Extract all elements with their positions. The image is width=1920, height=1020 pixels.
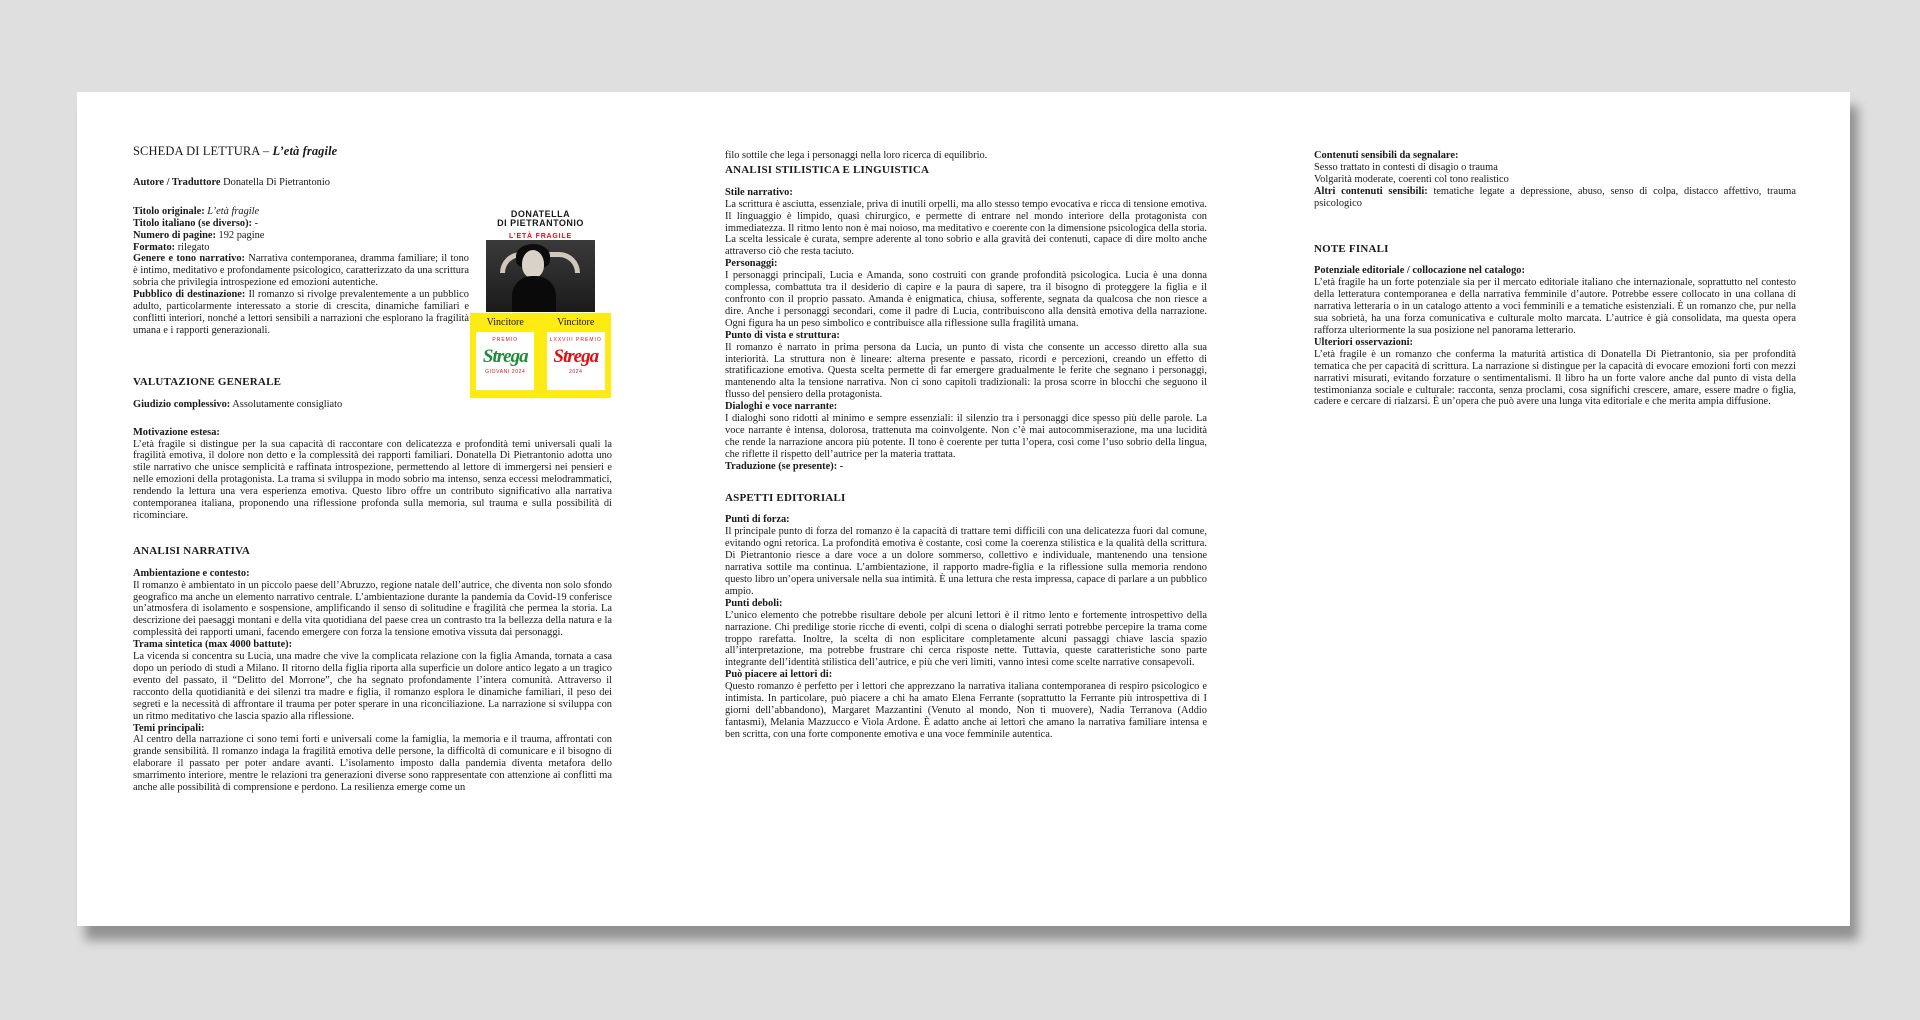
giudizio-value: Assolutamente consigliato xyxy=(230,398,343,410)
numero-pagine-label: Numero di pagine: xyxy=(133,229,216,241)
cover-title: L’ETÀ FRAGILE xyxy=(509,233,572,240)
badge-sub: GIOVANI 2024 xyxy=(485,368,526,375)
forza-text: Il principale punto di forza del romanzo è la capacità di trattare temi difficili con una delicatezza fuori dal comune, evitando ogni retorica. La profondità emotiva è costante, così come la coerenza stilistica e la qualità della scrittura. Di Pietrantonio riesce a dare voce a un dolore sommerso, collettivo e individuale, mantenendo una tensione narrativa sottile ma continua. L’ambientazione, il rapporto madre-figlia e la riflessione sulla memoria rendono questo libro un’opera universale nella sua intimità. È una lettura che resta impressa, capace di parlare a un pubblico ampio. xyxy=(725,526,1207,597)
altri-label: Altri contenuti sensibili: xyxy=(1314,185,1428,197)
ulteriori-text: L’età fragile è un romanzo che conferma la maturità artistica di Donatella Di Pietrantonio, sia per profondità tematica che per capacità di scrittura. La narrazione si distingue per la capacità di evocare emozioni forti con mezzi narrativi misurati, evitando forzature o sentimentalismi. Il libro ha un forte valore anche dal punto di vista della testimonianza sociale e culturale: racconta, senza proclami, cosa significhi crescere, amare, essere madre o figlia, cadere e cercare di rialzarsi. È un’opera che può avere una lunga vita editoriale e che merita ampia diffusione. xyxy=(1314,348,1796,408)
badge-premio: LXXVIII PREMIO xyxy=(549,336,602,343)
document-title xyxy=(133,146,612,158)
temi-label: Temi principali: xyxy=(133,722,205,734)
sensibili-label: Contenuti sensibili da segnalare: xyxy=(1314,150,1459,161)
analisi-narrativa-heading: ANALISI NARRATIVA xyxy=(133,544,250,557)
piacere-text: Questo romanzo è perfetto per i lettori che apprezzano la narrativa italiana contemporanea di respiro psicologico e intimista. In particolare, può piacere a chi ha amato Elena Ferrante (soprattutto la Ferrante più introspettiva di I giorni dell’abbandono), Margaret Mazzantini (Venuto al mondo, Non ti muovere), Nadia Terranova (Addio fantasmi), Melania Mazzucco e Viola Ardone. È adatto anche ai lettori che amano la narrativa familiare intensa e ben scritta, con una forte componente emotiva e una voce femminile autentica. xyxy=(725,681,1207,740)
badge-premio: PREMIO xyxy=(492,336,519,343)
title-prefix: SCHEDA DI LETTURA – xyxy=(133,144,273,158)
column-right xyxy=(1314,150,1796,408)
trama-label: Trama sintetica (max 4000 battute): xyxy=(133,639,293,651)
dialoghi-label: Dialoghi e voce narrante: xyxy=(725,401,838,413)
deboli-text: L’unico elemento che potrebbe risultare debole per alcuni lettori è il ritmo lento e fortemente introspettivo della narrazione. Chi predilige storie ricche di eventi, colpi di scena o dialoghi serrati potrebbe percepire la trama come troppo rarefatta. Inoltre, la scelta di non esplicitare completamente alcuni passaggi chiave lascia spazio all’interpretazione, ma potrebbe frustrare chi cerca risposte nette. Tuttavia, queste caratteristiche sono parte integrante dell’identità stilistica dell’autrice, e più che veri limiti, vanno intesi come scelte narrative consapevoli. xyxy=(725,609,1207,669)
stile-label: Stile narrativo: xyxy=(725,186,793,198)
trama-text: La vicenda si concentra su Lucia, una madre che vive la complicata relazione con la figlia Amanda, tornata a casa dopo un periodo di studi a Milano. Il ritorno della figlia riporta alla superficie un dolore antico legato a un tragico evento del passato, il “Delitto del Morrone”, che ha segnato profondamente l’intera comunità. Attraverso il racconto della quotidianità e dei silenzi tra madre e figlia, il romanzo esplora le dinamiche familiari, il peso dei segreti e la necessità di affrontare il trauma per poter sperare in una riconciliazione. La narrazione si sviluppa con un ritmo meditativo che lascia spazio alla riflessione. xyxy=(133,651,612,722)
badge-strega: Strega xyxy=(482,345,528,367)
titolo-italiano-label: Titolo italiano (se diverso): xyxy=(133,217,253,229)
valutazione-heading: VALUTAZIONE GENERALE xyxy=(133,375,282,388)
award-badge-giovani xyxy=(474,317,536,390)
motivazione-label: Motivazione estesa: xyxy=(133,426,220,438)
column-left xyxy=(133,146,612,794)
titolo-originale-value: L’età fragile xyxy=(207,205,260,217)
genere-value: Narrativa contemporanea, dramma familiare; il tono è intimo, meditativo e profondamente psicologico, caratterizzato da una scrittura sobria che privilegia introspezione ed emozioni autentiche. xyxy=(133,253,469,289)
traduzione-value: - xyxy=(837,460,844,472)
pubblico-label: Pubblico di destinazione: xyxy=(133,289,246,301)
column-middle xyxy=(725,150,1207,741)
document-page xyxy=(77,92,1850,926)
deboli-label: Punti deboli: xyxy=(725,597,783,609)
temi-continuation: filo sottile che lega i personaggi nella loro ricerca di equilibrio. xyxy=(725,150,988,161)
titolo-italiano-value: - xyxy=(252,217,259,229)
title-book: L’età fragile xyxy=(272,144,338,158)
sensibili-line-2: Volgarità moderate, coerenti col tono realistico xyxy=(1314,173,1509,185)
punto-text: Il romanzo è narrato in prima persona da Lucia, un punto di vista che consente un accesso diretto alla sua interiorità. La struttura non è lineare: alterna presente e passato, ricordi e percezioni, creando un effetto di stratificazione emotiva. Questa scelta permette di far emergere gradualmente le ferite che segnano i personaggi, mantenendo alta la tensione narrativa. Non ci sono capitoli tradizionali: la prosa scorre in blocchi che seguono il flusso del pensiero della protagonista. xyxy=(725,341,1207,401)
formato-value: rilegato xyxy=(175,241,210,253)
ambientazione-label: Ambientazione e contesto: xyxy=(133,567,250,579)
genere-label: Genere e tono narrativo: xyxy=(133,253,245,265)
temi-text: Al centro della narrazione ci sono temi forti e universali come la famiglia, la memoria e il trauma, affrontati con grande sensibilità. Il romanzo indaga la fragilità emotiva delle persone, la difficoltà di comunicare e il bisogno di elaborare il passato per poter andare avanti. L’isolamento imposto dalla pandemia diventa metafora dello smarrimento interiore, mentre le relazioni tra generazioni diverse sono rappresentate con attenzione ai conflitti ma anche alle possibilità di comprensione e perdono. La resilienza emerge come un xyxy=(133,734,612,794)
autore-label: Autore / Traduttore xyxy=(133,176,221,188)
numero-pagine-value: 192 pagine xyxy=(215,229,265,241)
badge-label: Vincitore xyxy=(486,317,524,328)
cover-author: DONATELLA DI PIETRANTONIO xyxy=(497,209,584,228)
traduzione-label: Traduzione (se presente): xyxy=(725,460,838,472)
award-badge-strega xyxy=(545,317,607,390)
punto-label: Punto di vista e struttura: xyxy=(725,329,840,341)
potenziale-text: L’età fragile ha un forte potenziale sia per il mercato editoriale italiano che internazionale, soprattutto nel contesto della letteratura contemporanea e della narrativa femminile d’autore. Potrebbe essere collocato in una collana di narrativa letteraria o in un catalogo attento a voci femminili e a tematiche esistenziali. È un romanzo che, pur nella sua sobrietà, ha una forza comunicativa e culturale molto marcata. L’autrice è già consolidata, ma questa opera rafforza ulteriormente la sua posizione nel panorama letterario. xyxy=(1314,277,1796,336)
ambientazione-text: Il romanzo è ambientato in un piccolo paese dell’Abruzzo, regione natale dell’autrice, che diventa non solo sfondo geografico ma anche un elemento narrativo centrale. L’ambientazione durante la pandemia da Covid-19 conferisce un’atmosfera di isolamento e sospensione, amplificando il senso di solitudine e fragilità che permea la storia. La descrizione dei paesaggi montani e della vita quotidiana del paese crea un contrasto tra la bellezza della natura e la complessità dei rapporti umani, facendo emergere con forza la tensione emotiva vissuta dai personaggi. xyxy=(133,579,612,639)
ulteriori-label: Ulteriori osservazioni: xyxy=(1314,336,1413,348)
forza-label: Punti di forza: xyxy=(725,514,790,526)
personaggi-label: Personaggi: xyxy=(725,258,778,270)
badge-label: Vincitore xyxy=(557,317,595,328)
book-cover xyxy=(470,206,611,398)
autore-value: Donatella Di Pietrantonio xyxy=(220,176,330,188)
giudizio-label: Giudizio complessivo: xyxy=(133,398,231,410)
stile-text: La scrittura è asciutta, essenziale, priva di inutili orpelli, ma allo stesso tempo evocativa e ricca di tensione emotiva. Il linguaggio è limpido, quasi chirurgico, e permette di entrare nel mondo interiore della protagonista con immediatezza. Il ritmo lento non è mai noioso, ma meditativo e coerente con la dimensione psicologica della storia. La scelta lessicale è curata, sempre aderente al tono sobrio e alla gravità dei contenuti, capace di dire molto anche attraverso ciò che resta taciuto. xyxy=(725,198,1207,258)
cover-photo xyxy=(486,240,595,312)
titolo-originale-label: Titolo originale: xyxy=(133,205,205,217)
award-badges xyxy=(470,313,611,398)
pubblico-value: Il romanzo si rivolge prevalentemente a un pubblico adulto, particolarmente interessato a storie di crescita, dinamiche familiari e conflitti interiori, nonché a lettori sensibili a narrazioni che esplorano la fragilità umana e i rapporti generazionali. xyxy=(133,289,469,336)
dialoghi-text: I dialoghi sono ridotti al minimo e sempre essenziali: il silenzio tra i personaggi dice spesso più delle parole. La voce narrante è intensa, dolorosa, trattenuta ma coinvolgente. Non c’è mai autocommiserazione, ma una lucidità che rende la narrazione ancora più potente. Il tono è coerente per tutta l’opera, così come l’uso sobrio della lingua, che riflette il rispetto dell’autrice per la materia trattata. xyxy=(725,413,1207,460)
badge-strega: Strega xyxy=(553,345,599,367)
personaggi-text: I personaggi principali, Lucia e Amanda, sono costruiti con grande profondità psicologica. Lucia è una donna complessa, combattuta tra il desiderio di capire e la paura di sapere, tra il bisogno di proteggere la figlia e il confronto con il proprio passato. Amanda è enigmatica, chiusa, sofferente, segnata da qualcosa che non riesce a dire. Anche i personaggi secondari, come il padre di Lucia, contribuiscono alla densità emotiva della narrazione. Ogni figura ha un peso simbolico e contribuisce alla riflessione sulla fragilità umana. xyxy=(725,270,1207,329)
badge-sub: 2024 xyxy=(568,368,583,375)
potenziale-label: Potenziale editoriale / collocazione nel catalogo: xyxy=(1314,265,1525,277)
sensibili-line-1: Sesso trattato in contesti di disagio o trauma xyxy=(1314,161,1498,173)
formato-label: Formato: xyxy=(133,241,176,253)
altri-value: tematiche legate a depressione, abuso, senso di colpa, distacco affettivo, trauma psicologico xyxy=(1314,185,1796,209)
note-finali-heading: NOTE FINALI xyxy=(1314,242,1389,255)
analisi-stilistica-heading: ANALISI STILISTICA E LINGUISTICA xyxy=(725,163,930,176)
aspetti-editoriali-heading: ASPETTI EDITORIALI xyxy=(725,491,846,504)
motivazione-text: L’età fragile si distingue per la sua capacità di raccontare con delicatezza e profondità temi universali quali la fragilità emotiva, il dolore non detto e la complessità dei rapporti familiari. Donatella Di Pietrantonio adotta uno stile narrativo che unisce semplicità e raffinata introspezione, permettendo al lettore di immergersi nei pensieri e nelle emozioni della protagonista. La trama si sviluppa in modo sobrio ma intenso, senza eccessi melodrammatici, rendendo la lettura una vera esperienza emotiva. Questo libro offre un contributo significativo alla narrativa contemporanea italiana, proponendo una riflessione profonda sulla memoria, sul trauma e sulla possibilità di ricominciare. xyxy=(133,438,612,521)
piacere-label: Può piacere ai lettori di: xyxy=(725,669,833,681)
